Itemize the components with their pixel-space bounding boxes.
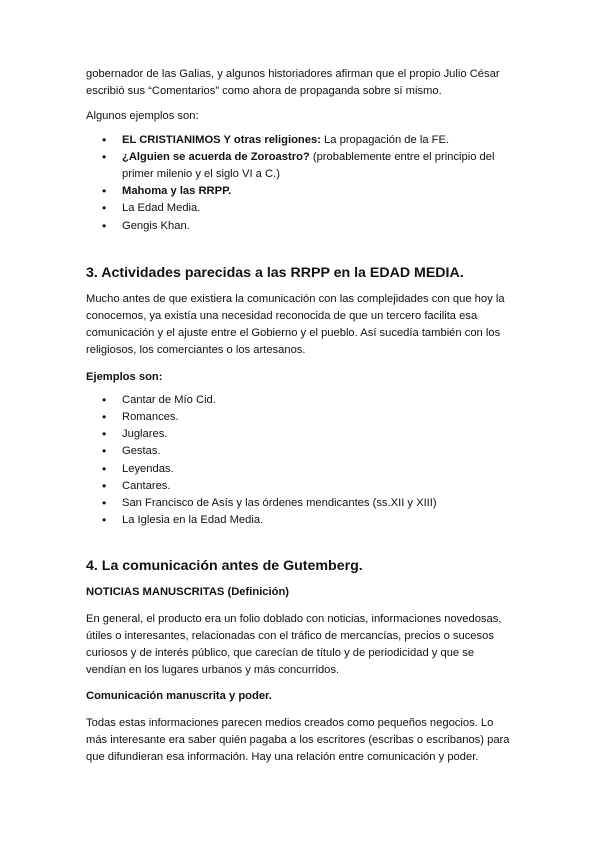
intro-paragraph: gobernador de las Galias, y algunos historiadores afirman que el propio Julio César escribió sus “Comentarios” como ahora de propaganda sobre sí mismo. [86, 68, 500, 98]
list-item: • Leyendas. [86, 461, 516, 478]
section-3-heading: 3. Actividades parecidas a las RRPP en la EDAD MEDIA. [86, 264, 464, 281]
item-text: La Edad Media. [122, 202, 201, 215]
list-item: • Cantares. [86, 478, 516, 495]
examples-list-2 [86, 392, 516, 530]
list-item [86, 218, 516, 235]
list-item: • San Francisco de Asís y las órdenes mendicantes (ss.XII y XIII) [86, 495, 516, 512]
list-item [86, 132, 516, 149]
item-text: La propagación de la FE. [320, 133, 450, 146]
list-item: • La Iglesia en la Edad Media. [86, 512, 516, 529]
list-item [86, 200, 516, 217]
item-bold: Mahoma y las RRPP. [122, 185, 232, 198]
list-item: • Gestas. [86, 443, 516, 460]
section-3-paragraph: Mucho antes de que existiera la comunicación con las complejidades con que hoy la conocemos, ya existía una necesidad reconocida de que un tercero facilita esa comunicación y el ajuste entre el Gobierno y el pueblo. Así sucedía también con los religiosos, los comerciantes o los artesanos. [86, 292, 505, 357]
list-item: • Romances. [86, 409, 516, 426]
section-4-paragraph-1: En general, el producto era un folio doblado con noticias, informaciones novedosas, útiles o interesantes, relacionadas con el tráfico de mercancías, precios o sucesos curiosos y de interés público, que carecían de título y de periodicidad y que se vendían en los lugares urbanos y más concurridos. [86, 612, 502, 677]
list-item: • Juglares. [86, 426, 516, 443]
list-item [86, 183, 516, 200]
list-item [86, 149, 516, 183]
examples-lead: Algunos ejemplos son: [86, 110, 199, 123]
page-content [86, 66, 516, 775]
item-text: (probablemente entre el principio del primer milenio y el siglo VI a C.) [122, 150, 495, 181]
section-4-paragraph-2: Todas estas informaciones parecen medios creados como pequeños negocios. Lo más interesante era saber quién pagaba a los escritores (escribas o escribanos) para que difundieran esa información. Hay una relación entre comunicación y poder. [86, 716, 510, 764]
item-text: Gengis Khan. [122, 219, 190, 232]
examples-list-1 [86, 132, 516, 235]
section-4-subheading-1: NOTICIAS MANUSCRITAS (Definición) [86, 586, 290, 599]
list-item: • Cantar de Mío Cid. [86, 392, 516, 409]
item-bold: ¿Alguien se acuerda de Zoroastro? [122, 150, 310, 163]
examples-label: Ejemplos son: [86, 370, 163, 383]
section-4-heading: 4. La comunicación antes de Gutemberg. [86, 558, 363, 575]
section-4-subheading-2: Comunicación manuscrita y poder. [86, 690, 272, 703]
item-bold: EL CRISTIANIMOS Y otras religiones: [122, 133, 321, 146]
